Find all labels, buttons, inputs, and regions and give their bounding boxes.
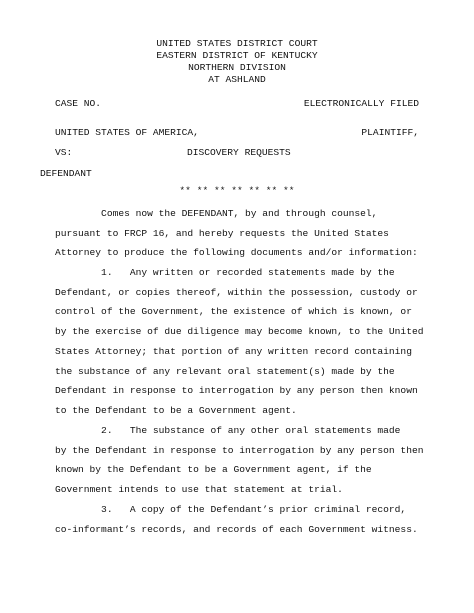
district-name: EASTERN DISTRICT OF KENTUCKY bbox=[156, 50, 318, 61]
paragraph-line: 2. The substance of any other oral statements made bbox=[55, 425, 401, 436]
paragraph-line: co-informant’s records, and records of each Government witness. bbox=[55, 523, 418, 535]
electronically-filed-label: ELECTRONICALLY FILED bbox=[303, 98, 419, 109]
intro-paragraph bbox=[55, 204, 420, 263]
paragraph-line: pursuant to FRCP 16, and hereby requests the United States bbox=[55, 227, 389, 239]
paragraph-line: to the Defendant to be a Government agent. bbox=[55, 404, 297, 416]
paragraph-line: States Attorney; that portion of any written record containing bbox=[55, 345, 412, 357]
request-item-3 bbox=[55, 500, 420, 539]
paragraph-line: Comes now the DEFENDANT, by and through counsel, bbox=[55, 208, 378, 219]
versus-label: VS: bbox=[55, 147, 73, 158]
request-item-1 bbox=[55, 263, 424, 421]
paragraph-line: Defendant in response to interrogation by any person then known bbox=[55, 385, 418, 397]
plaintiff-name: UNITED STATES OF AMERICA, bbox=[55, 127, 199, 138]
paragraph-line: 3. A copy of the Defendant’s prior criminal record, bbox=[55, 504, 407, 515]
plaintiff-label: PLAINTIFF, bbox=[361, 127, 419, 138]
paragraph-line: by the Defendant in response to interrogation by any person then bbox=[55, 444, 424, 456]
request-item-2 bbox=[55, 421, 424, 500]
paragraph-line: Attorney to produce the following documents and/or information: bbox=[55, 247, 418, 259]
case-number-label: CASE NO. bbox=[55, 98, 102, 109]
paragraph-line: the substance of any relevant oral statement(s) made by the bbox=[55, 365, 395, 377]
separator-stars: ** ** ** ** ** ** ** bbox=[179, 185, 295, 196]
defendant-label: DEFENDANT bbox=[40, 168, 92, 179]
paragraph-line: Government intends to use that statement at trial. bbox=[55, 484, 343, 496]
paragraph-line: by the exercise of due diligence may become known, to the United bbox=[55, 326, 424, 338]
paragraph-line: known by the Defendant to be a Government agent, if the bbox=[55, 464, 372, 476]
document-title: DISCOVERY REQUESTS bbox=[187, 147, 291, 158]
division-name: NORTHERN DIVISION bbox=[188, 62, 286, 73]
court-name: UNITED STATES DISTRICT COURT bbox=[156, 38, 318, 49]
paragraph-line: control of the Government, the existence of which is known, or bbox=[55, 306, 412, 318]
paragraph-line: Defendant, or copies thereof, within the possession, custody or bbox=[55, 286, 418, 298]
court-location: AT ASHLAND bbox=[208, 74, 266, 85]
paragraph-line: 1. Any written or recorded statements made by the bbox=[55, 267, 395, 278]
